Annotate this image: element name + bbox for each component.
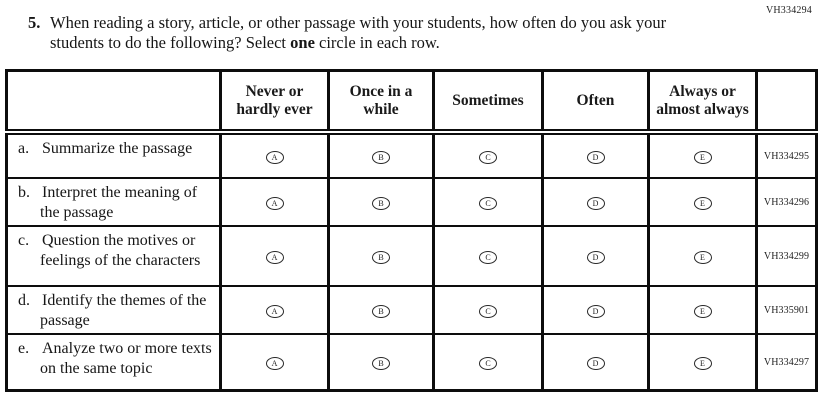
table-row-d xyxy=(7,286,817,334)
row-letter: d. xyxy=(18,292,30,310)
option-circle-a[interactable]: A xyxy=(266,305,284,318)
row-label-cell xyxy=(7,286,221,334)
option-cell xyxy=(543,178,649,226)
option-circle-e[interactable]: E xyxy=(694,305,712,318)
question-text-after: circle in each row. xyxy=(314,33,440,53)
page-code: VH334294 xyxy=(765,5,812,16)
option-circle-a[interactable]: A xyxy=(266,357,284,370)
option-circle-a[interactable]: A xyxy=(266,251,284,264)
table-row-e xyxy=(7,334,817,390)
option-circle-b[interactable]: B xyxy=(372,251,390,264)
option-circle-c[interactable]: C xyxy=(479,197,497,210)
row-letter: b. xyxy=(18,184,30,202)
option-circle-b[interactable]: B xyxy=(372,357,390,370)
option-cell xyxy=(434,334,543,390)
row-code: VH334296 xyxy=(757,178,817,226)
option-cell xyxy=(329,132,434,178)
option-circle-c[interactable]: C xyxy=(479,357,497,370)
option-cell xyxy=(649,132,757,178)
option-circle-d[interactable]: D xyxy=(587,251,605,264)
question-number: 5. xyxy=(28,13,41,32)
option-cell xyxy=(543,226,649,286)
row-label xyxy=(16,339,215,378)
header-row xyxy=(7,70,817,132)
option-cell xyxy=(221,178,329,226)
option-cell xyxy=(329,334,434,390)
option-circle-d[interactable]: D xyxy=(587,357,605,370)
code-column-header-empty xyxy=(757,70,817,132)
option-cell xyxy=(329,226,434,286)
option-circle-e[interactable]: E xyxy=(694,251,712,264)
option-cell xyxy=(221,334,329,390)
option-circle-e[interactable]: E xyxy=(694,151,712,164)
row-label xyxy=(16,139,215,159)
option-cell xyxy=(329,286,434,334)
option-circle-e[interactable]: E xyxy=(694,357,712,370)
option-cell xyxy=(221,132,329,178)
option-cell xyxy=(649,286,757,334)
row-letter: e. xyxy=(18,340,30,358)
option-circle-b[interactable]: B xyxy=(372,151,390,164)
option-cell xyxy=(434,132,543,178)
row-letter: a. xyxy=(18,140,30,158)
column-header-never: Never or hardly ever xyxy=(221,70,329,132)
question-text: When reading a story, article, or other passage with your students, how often do you ask your students to do the following? Select xyxy=(50,13,667,53)
option-cell xyxy=(649,226,757,286)
option-cell xyxy=(434,178,543,226)
option-cell xyxy=(649,334,757,390)
row-code: VH334299 xyxy=(757,226,817,286)
option-cell xyxy=(329,178,434,226)
row-label-cell xyxy=(7,226,221,286)
row-label-cell xyxy=(7,132,221,178)
option-circle-c[interactable]: C xyxy=(479,151,497,164)
option-cell xyxy=(543,286,649,334)
table-row-b xyxy=(7,178,817,226)
option-circle-c[interactable]: C xyxy=(479,305,497,318)
frequency-matrix-table xyxy=(5,69,818,392)
option-cell xyxy=(543,132,649,178)
option-cell xyxy=(543,334,649,390)
row-label-header-empty xyxy=(7,70,221,132)
column-header-often: Often xyxy=(543,70,649,132)
row-label-text: Question the motives or feelings of the characters xyxy=(40,232,201,269)
question-text-bold: one xyxy=(290,33,315,53)
option-circle-a[interactable]: A xyxy=(266,151,284,164)
option-cell xyxy=(649,178,757,226)
row-label xyxy=(16,291,215,330)
table-row-c xyxy=(7,226,817,286)
row-code: VH334297 xyxy=(757,334,817,390)
row-label-text: Identify the themes of the passage xyxy=(40,292,207,329)
option-circle-d[interactable]: D xyxy=(587,197,605,210)
row-code: VH334295 xyxy=(757,132,817,178)
option-cell xyxy=(221,286,329,334)
column-header-once-in-a-while: Once in a while xyxy=(329,70,434,132)
option-circle-d[interactable]: D xyxy=(587,151,605,164)
option-cell xyxy=(221,226,329,286)
option-circle-b[interactable]: B xyxy=(372,305,390,318)
row-label xyxy=(16,183,215,222)
row-code: VH335901 xyxy=(757,286,817,334)
row-label xyxy=(16,231,215,270)
table-row-a xyxy=(7,132,817,178)
row-label-text: Summarize the passage xyxy=(42,140,193,158)
row-label-text: Analyze two or more texts on the same topic xyxy=(40,340,212,377)
question-stem xyxy=(28,13,695,54)
row-label-cell xyxy=(7,178,221,226)
row-label-text: Interpret the meaning of the passage xyxy=(40,184,198,221)
row-letter: c. xyxy=(18,232,30,250)
option-circle-a[interactable]: A xyxy=(266,197,284,210)
option-circle-b[interactable]: B xyxy=(372,197,390,210)
option-cell xyxy=(434,286,543,334)
option-circle-e[interactable]: E xyxy=(694,197,712,210)
column-header-sometimes: Sometimes xyxy=(434,70,543,132)
column-header-always: Always or almost always xyxy=(649,70,757,132)
option-circle-d[interactable]: D xyxy=(587,305,605,318)
option-circle-c[interactable]: C xyxy=(479,251,497,264)
row-label-cell xyxy=(7,334,221,390)
option-cell xyxy=(434,226,543,286)
